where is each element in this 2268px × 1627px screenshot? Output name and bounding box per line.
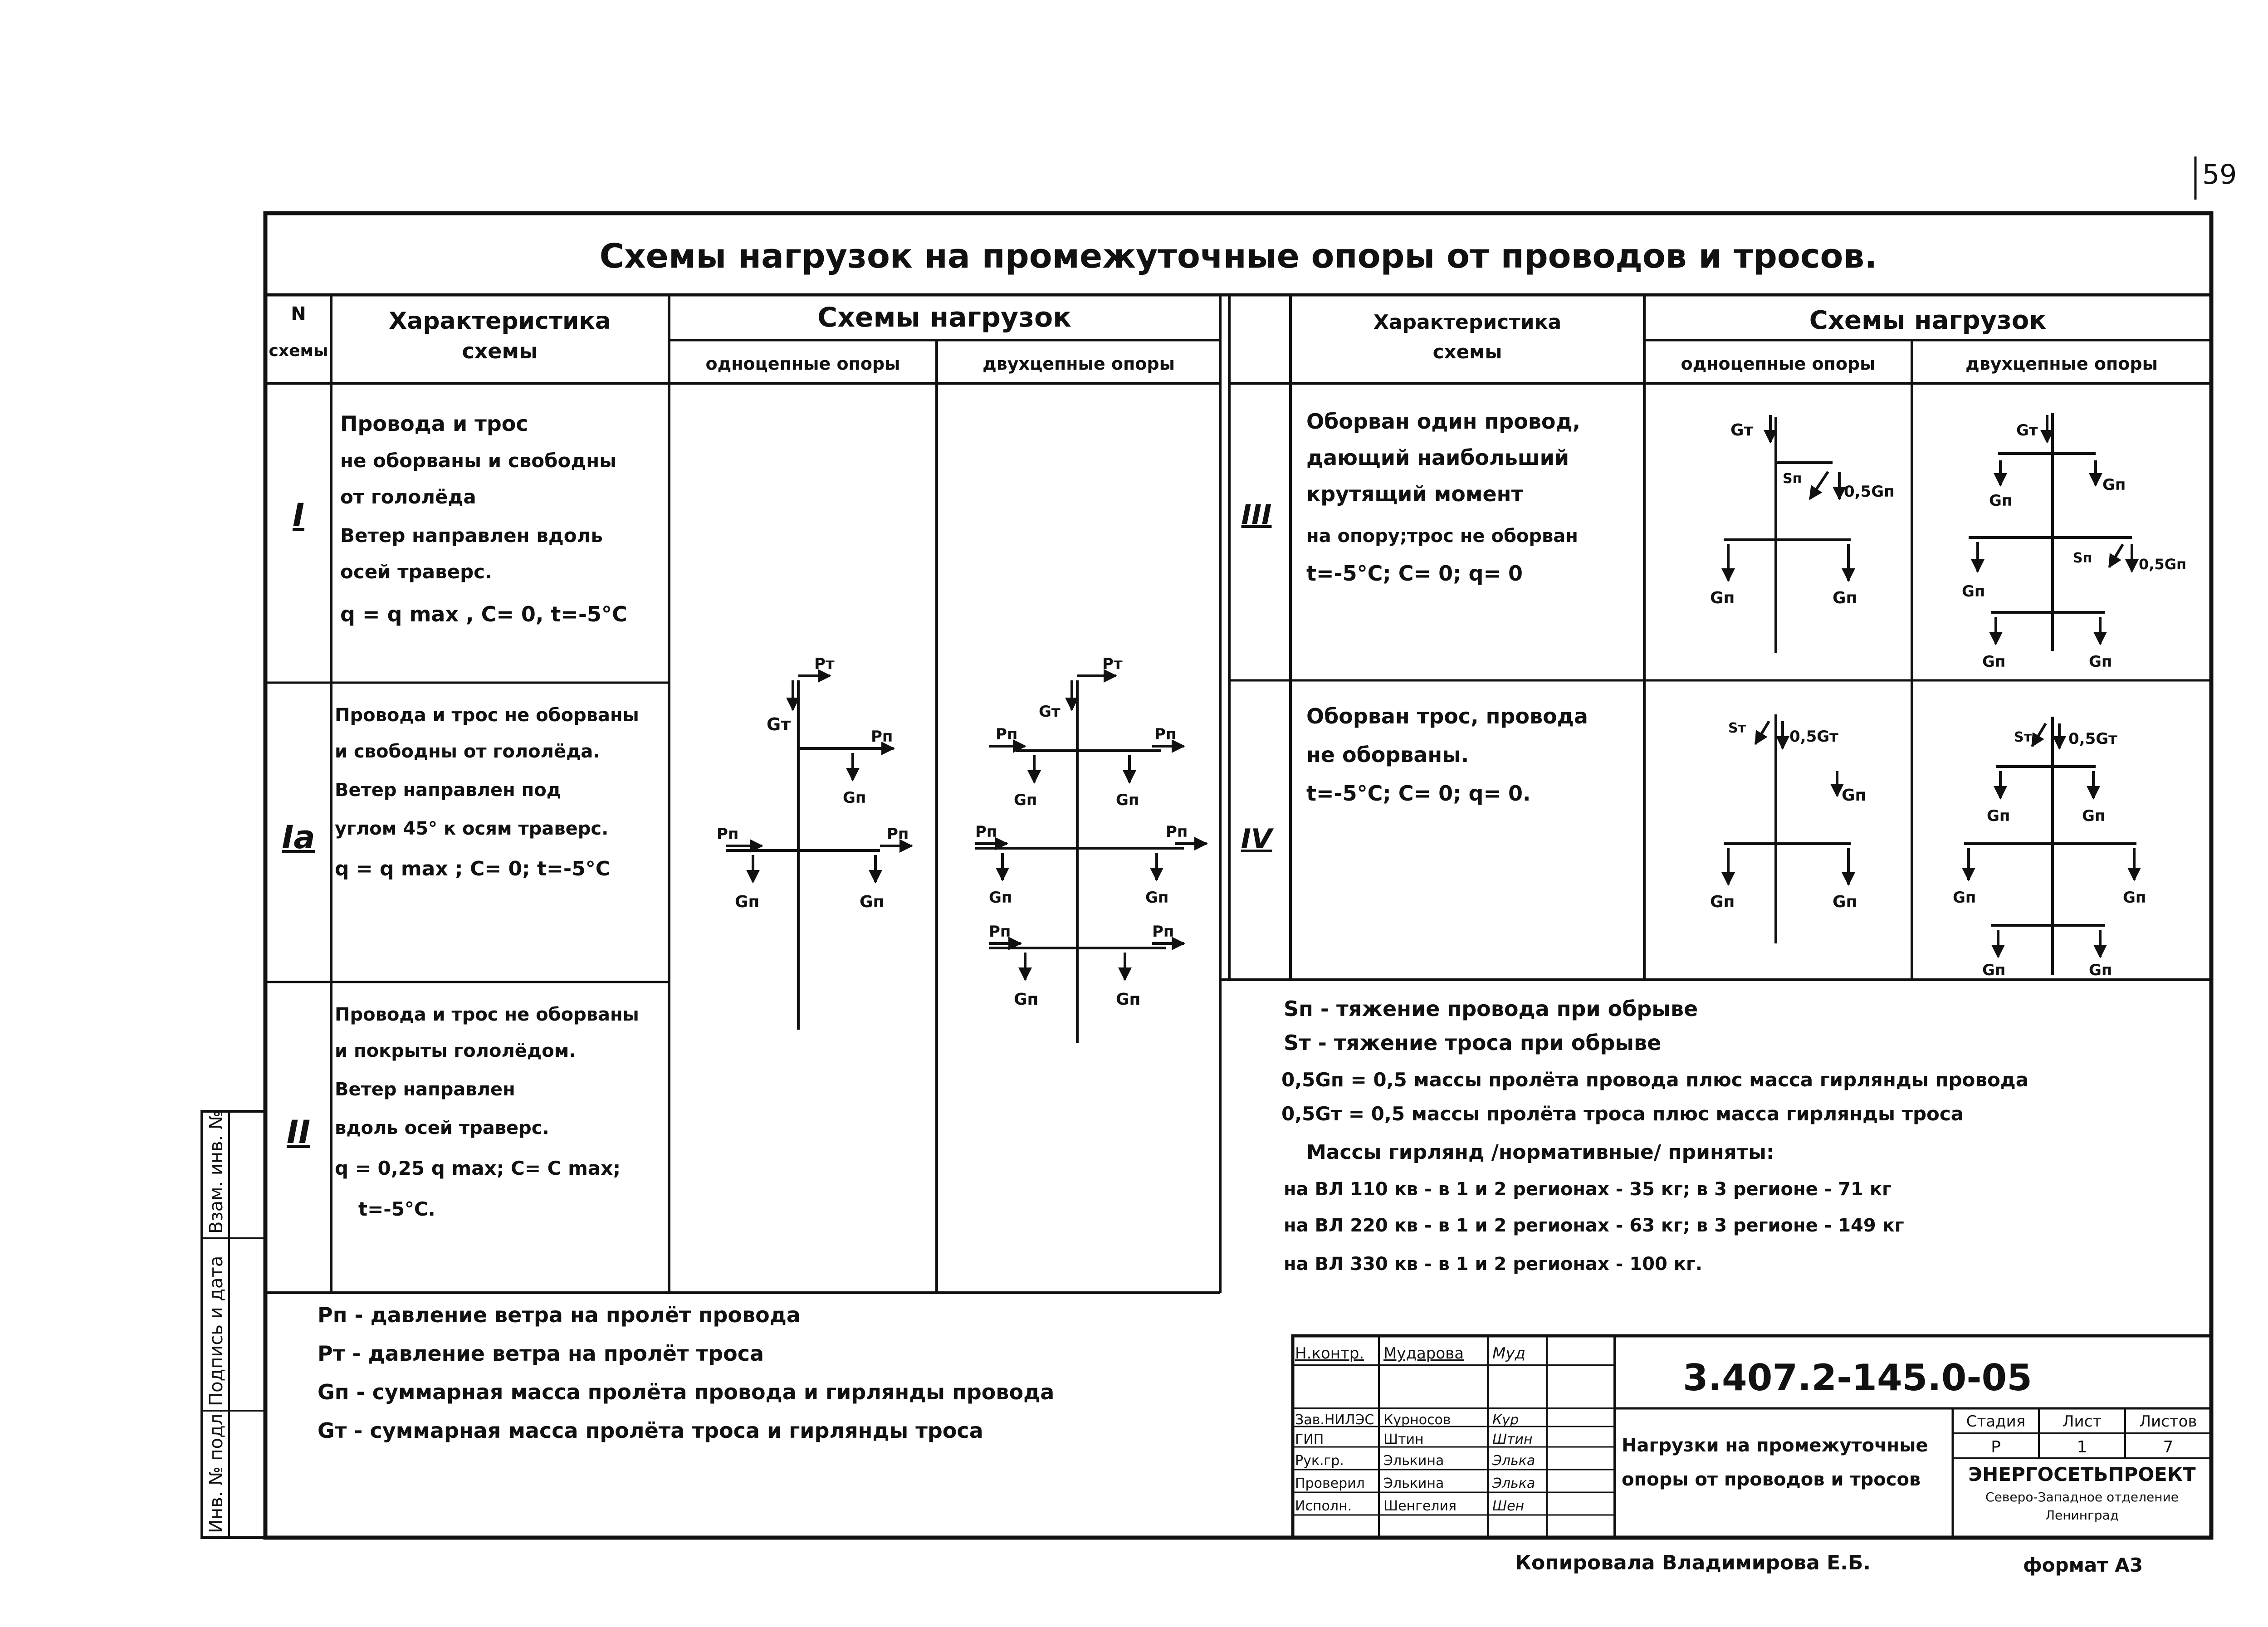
label-gn: Gп	[1987, 807, 2010, 825]
label-gn: Gп	[2123, 889, 2146, 907]
label-gn: Gп	[1962, 582, 1985, 601]
header-double: двухцепные опоры	[982, 354, 1175, 374]
label-pn: Pп	[975, 823, 997, 841]
row-I-line: Ветер направлен вдоль	[340, 524, 603, 547]
row-num-IV: IV	[1241, 823, 1272, 855]
header-char-sub: схемы	[462, 339, 538, 363]
document-code: 3.407.2-145.0-05	[1683, 1357, 2032, 1399]
header-num: N	[291, 303, 306, 324]
format-label: формат А3	[2023, 1554, 2143, 1576]
stage-header: Стадия	[1966, 1412, 2026, 1431]
label-half-gt: 0,5Gт	[2068, 730, 2117, 748]
tb-sign: Шен	[1492, 1498, 1525, 1514]
legend-right-line: 0,5Gт = 0,5 массы пролёта троса плюс масса гирлянды троса	[1281, 1103, 1964, 1125]
tb-role: Рук.гр.	[1295, 1453, 1344, 1469]
label-gn: Gп	[1145, 889, 1169, 907]
tb-sign: Штин	[1492, 1432, 1533, 1447]
label-gt: Gт	[1039, 703, 1061, 721]
sheet-header: Лист	[2062, 1412, 2102, 1431]
tb-role: Н.контр.	[1295, 1344, 1364, 1363]
row-Ia-line: q = q max ; C= 0; t=-5°C	[335, 857, 611, 880]
legend-right-line: Массы гирлянд /нормативные/ приняты:	[1306, 1141, 1774, 1164]
label-gn: Gп	[843, 789, 866, 807]
label-pn: Pп	[1166, 823, 1188, 841]
legend-right-line: Sп - тяжение провода при обрыве	[1284, 997, 1698, 1021]
document-name: Нагрузки на промежуточные	[1622, 1435, 1928, 1456]
tb-sign: Кур	[1492, 1412, 1519, 1428]
label-gn: Gп	[735, 893, 760, 911]
label-gn: Gп	[989, 889, 1012, 907]
row-III-line: крутящий момент	[1306, 482, 1524, 506]
tb-name: Шенгелия	[1383, 1498, 1457, 1514]
label-pn: Pп	[1154, 725, 1177, 743]
legend-left-line: Gт - суммарная масса пролёта троса и гирлянды троса	[318, 1418, 983, 1443]
scheme-III-double	[1969, 413, 2132, 651]
row-II-line: Провода и трос не оборваны	[335, 1004, 639, 1025]
header-char-right-sub: схемы	[1432, 341, 1502, 363]
legend-left-line: Gп - суммарная масса пролёта провода и гирлянды провода	[318, 1380, 1055, 1404]
row-Ia-line: Ветер направлен под	[335, 780, 562, 801]
label-pt: Pт	[1102, 655, 1123, 673]
label-st: Sт	[2014, 729, 2032, 745]
label-gn: Gп	[1982, 653, 2006, 671]
row-II-line: q = 0,25 q max; C= C max;	[335, 1157, 621, 1179]
label-pn: Pп	[989, 923, 1011, 941]
label-pn: Pп	[717, 825, 739, 843]
row-I-characteristic	[340, 411, 627, 626]
side-stamp-inv: Инв. № подл.	[206, 1408, 227, 1533]
label-gn: Gп	[1833, 893, 1857, 911]
row-Ia-characteristic	[335, 705, 639, 880]
tb-name: Элькина	[1383, 1453, 1444, 1469]
label-gn: Gп	[1116, 791, 1139, 809]
row-IV-line: Оборван трос, провода	[1306, 704, 1588, 728]
main-title: Схемы нагрузок на промежуточные опоры от проводов и тросов.	[599, 237, 1877, 276]
row-num-II: II	[286, 1114, 311, 1151]
label-gn: Gп	[1833, 589, 1857, 607]
header-char: Характеристика	[389, 308, 611, 335]
header-double-right: двухцепные опоры	[1965, 354, 2158, 374]
label-gn: Gп	[860, 893, 885, 911]
legend-right-line: на ВЛ 330 кв - в 1 и 2 регионах - 100 кг.	[1284, 1254, 1702, 1275]
label-gn: Gп	[2089, 961, 2112, 979]
legend-right-line: Sт - тяжение троса при обрыве	[1284, 1031, 1662, 1055]
legend-right-line: на ВЛ 220 кв - в 1 и 2 регионах - 63 кг; в 3 регионе - 149 кг	[1284, 1215, 1904, 1236]
row-Ia-line: Провода и трос не оборваны	[335, 705, 639, 726]
row-II-line: и покрыты гололёдом.	[335, 1041, 576, 1061]
scheme-III-single	[1724, 415, 1851, 653]
scheme-IV-single	[1724, 714, 1851, 943]
label-gt: Gт	[1730, 421, 1754, 440]
legend-right-line: на ВЛ 110 кв - в 1 и 2 регионах - 35 кг; в 3 регионе - 71 кг	[1284, 1179, 1892, 1200]
tb-sign: Элька	[1492, 1453, 1535, 1469]
label-gn: Gп	[1842, 786, 1867, 805]
label-gn: Gп	[2102, 476, 2126, 494]
label-sn: Sп	[1783, 471, 1802, 487]
row-III-line: на опору;трос не оборван	[1306, 526, 1578, 547]
label-gn: Gп	[1710, 893, 1735, 911]
row-II-line: вдоль осей траверс.	[335, 1118, 549, 1138]
header-single-right: одноцепные опоры	[1681, 354, 1876, 374]
header-schemes-right: Схемы нагрузок	[1809, 306, 2047, 335]
label-gt: Gт	[767, 714, 791, 734]
document-name: опоры от проводов и тросов	[1622, 1469, 1921, 1490]
label-gn: Gп	[1953, 889, 1976, 907]
tb-name: Элькина	[1383, 1476, 1444, 1491]
organization-name: ЭНЕРГОСЕТЬПРОЕКТ	[1968, 1463, 2196, 1485]
row-IV-line: t=-5°C; C= 0; q= 0.	[1306, 781, 1531, 806]
tb-role: Исполн.	[1295, 1498, 1352, 1514]
label-pt: Pт	[814, 655, 835, 673]
copied-by: Копировала Владимирова Е.Б.	[1515, 1551, 1871, 1574]
label-sn: Sп	[2073, 550, 2092, 566]
title-block-people	[1295, 1344, 1535, 1514]
tb-role: Проверил	[1295, 1476, 1365, 1491]
label-gn: Gп	[1116, 990, 1141, 1009]
tb-name: Штин	[1383, 1432, 1424, 1447]
row-III-line: Оборван один провод,	[1306, 409, 1581, 434]
header-single: одноцепные опоры	[705, 354, 900, 374]
label-pn: Pп	[887, 825, 909, 843]
row-num-I: I	[292, 497, 305, 534]
row-III-line: дающий наибольший	[1306, 445, 1569, 470]
tb-name: Мударова	[1383, 1344, 1464, 1363]
row-Ia-line: углом 45° к осям траверс.	[335, 818, 609, 839]
label-pn: Pп	[1152, 923, 1174, 941]
row-I-line: осей траверс.	[340, 561, 493, 583]
header-schemes: Схемы нагрузок	[817, 302, 1071, 333]
tb-sign: Элька	[1492, 1476, 1535, 1491]
sheets-header: Листов	[2139, 1412, 2197, 1431]
row-II-characteristic	[335, 1004, 639, 1220]
tb-sign: Муд	[1492, 1344, 1525, 1363]
legend-right	[1281, 997, 2028, 1275]
header-num-sub: схемы	[269, 342, 328, 360]
stage-value: Р	[1991, 1438, 2001, 1456]
label-gn: Gп	[2089, 653, 2112, 671]
side-stamp-sign: Подпись и дата	[206, 1256, 227, 1406]
row-IV-characteristic	[1306, 704, 1588, 806]
row-III-characteristic	[1306, 409, 1580, 586]
label-st: Sт	[1728, 720, 1746, 736]
label-gn: Gп	[1982, 961, 2006, 979]
organization-city: Ленинград	[2045, 1508, 2119, 1523]
organization-sub: Северо-Западное отделение	[1985, 1490, 2179, 1505]
tb-role: ГИП	[1295, 1432, 1324, 1447]
row-III-line: t=-5°C; C= 0; q= 0	[1306, 561, 1523, 586]
side-stamp-replace: Взам. инв. №	[206, 1110, 227, 1234]
row-I-line: q = q max , C= 0, t=-5°C	[340, 602, 627, 626]
row-I-line: от гололёда	[340, 486, 476, 508]
sheet-value: 1	[2077, 1438, 2087, 1456]
row-I-line: не оборваны и свободны	[340, 450, 617, 472]
label-pn: Pп	[996, 725, 1018, 743]
label-pn: Pп	[871, 728, 893, 746]
tb-name: Курносов	[1383, 1412, 1451, 1428]
legend-left-line: Pт - давление ветра на пролёт троса	[318, 1341, 764, 1366]
page-number: 59	[2202, 159, 2237, 191]
label-half-gn: 0,5Gп	[1844, 483, 1895, 501]
label-half-gn: 0,5Gп	[2139, 556, 2187, 573]
scheme-IV-double	[1964, 717, 2136, 975]
label-gn: Gп	[1014, 791, 1037, 809]
label-gn: Gп	[2082, 807, 2106, 825]
row-IV-line: не оборваны.	[1306, 743, 1469, 767]
row-num-Ia: Iа	[282, 819, 315, 856]
row-num-III: III	[1241, 499, 1272, 531]
legend-left-line: Pп - давление ветра на пролёт провода	[318, 1303, 801, 1327]
label-gn: Gп	[1989, 492, 2013, 510]
row-I-line: Провода и трос	[340, 411, 528, 436]
label-half-gt: 0,5Gт	[1789, 728, 1838, 746]
legend-left	[318, 1303, 1054, 1443]
row-II-line: Ветер направлен	[335, 1079, 515, 1100]
header-char-right: Характеристика	[1373, 311, 1562, 334]
sheets-value: 7	[2163, 1438, 2174, 1456]
row-II-line: t=-5°C.	[358, 1198, 435, 1220]
label-gn: Gп	[1710, 589, 1735, 607]
legend-right-line: 0,5Gп = 0,5 массы пролёта провода плюс масса гирлянды провода	[1281, 1069, 2029, 1091]
label-gn: Gп	[1014, 990, 1039, 1009]
row-Ia-line: и свободны от гололёда.	[335, 741, 600, 762]
label-gt: Gт	[2016, 421, 2038, 440]
tb-role: Зав.НИЛЭС	[1295, 1412, 1374, 1428]
